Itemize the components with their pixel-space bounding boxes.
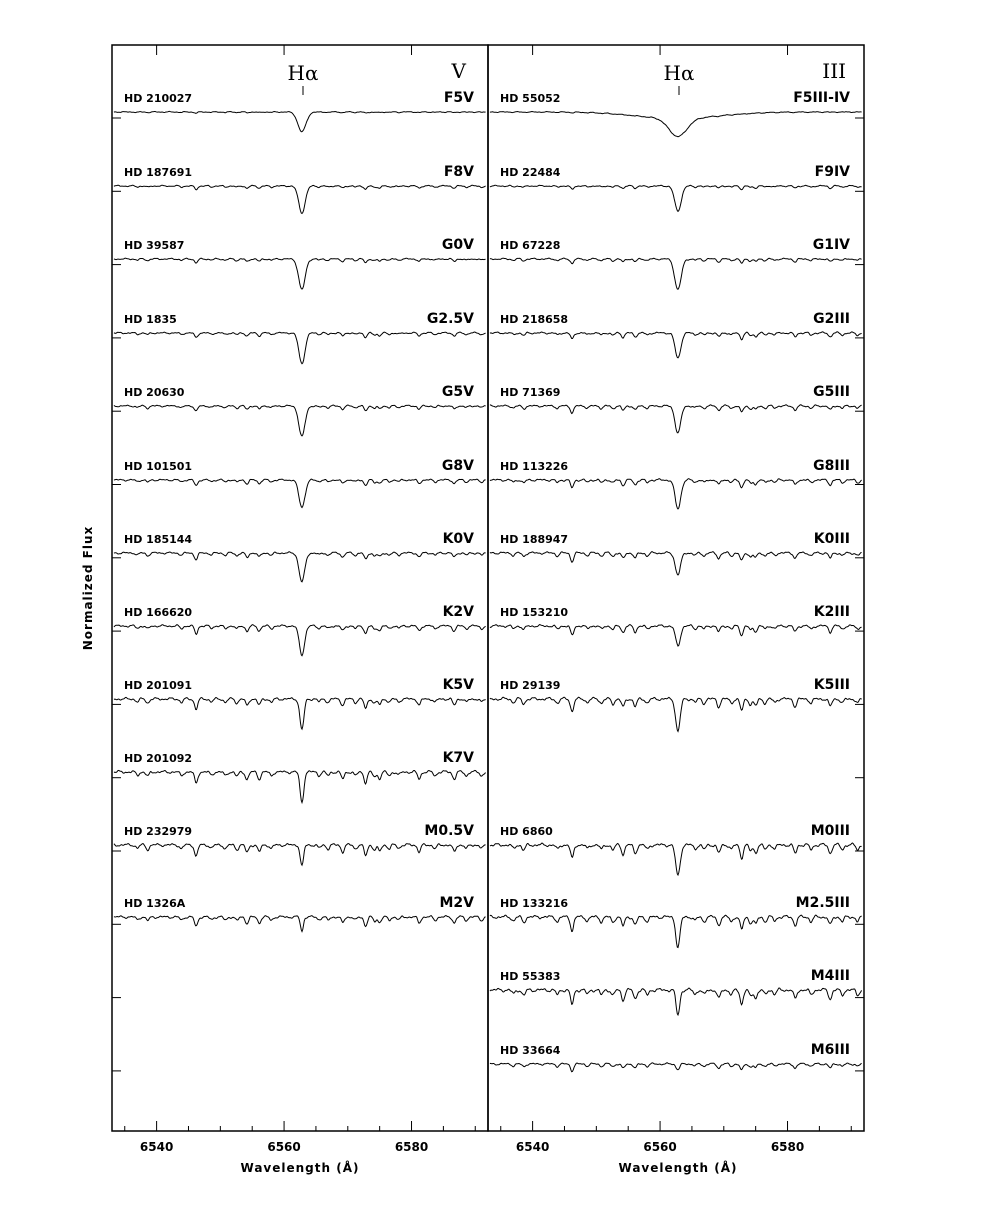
- right-star-label: HD 71369: [500, 386, 561, 399]
- left-spectrum-G0V: [114, 258, 486, 289]
- right-star-label: HD 6860: [500, 825, 553, 838]
- left-spectral-type-label: M0.5V: [424, 823, 474, 839]
- left-star-label: HD 39587: [124, 239, 185, 252]
- left-star-label: HD 20630: [124, 386, 185, 399]
- right-star-label: HD 55383: [500, 970, 561, 983]
- right-spectral-type-label: F5III-IV: [793, 90, 850, 106]
- right-spectrum-G8III: [490, 479, 862, 509]
- left-spectrum-G5V: [114, 405, 486, 436]
- right-star-label: HD 113226: [500, 460, 569, 473]
- left-xtick-label-6540: 6540: [139, 1140, 174, 1154]
- left-star-label: HD 101501: [124, 460, 193, 473]
- right-spectrum-K2III: [490, 625, 862, 646]
- left-halpha-label: Hα: [287, 61, 319, 85]
- left-xtick-label-6560: 6560: [267, 1140, 301, 1154]
- left-star-label: HD 185144: [124, 533, 193, 546]
- left-spectral-type-label: G2.5V: [426, 311, 474, 327]
- left-spectrum-F8V: [114, 185, 486, 213]
- right-spectral-type-label: F9IV: [814, 164, 850, 180]
- right-spectral-type-label: M4III: [810, 968, 850, 984]
- left-spectrum-F5V: [114, 111, 486, 131]
- left-star-label: HD 187691: [124, 166, 193, 179]
- right-star-label: HD 29139: [500, 679, 561, 692]
- right-spectrum-F5III-IV: [490, 112, 862, 137]
- left-spectrum-G8V: [114, 479, 486, 508]
- right-star-label: HD 153210: [500, 606, 569, 619]
- left-spectrum-K5V: [114, 697, 486, 729]
- right-star-label: HD 67228: [500, 239, 561, 252]
- right-xtick-label-6540: 6540: [515, 1140, 550, 1154]
- left-spectral-type-label: K7V: [442, 750, 474, 766]
- right-xtick-label-6580: 6580: [770, 1140, 805, 1154]
- left-spectral-type-label: F8V: [443, 164, 474, 180]
- right-spectrum-M6III: [490, 1063, 862, 1072]
- left-star-label: HD 1835: [124, 313, 177, 326]
- right-spectral-type-label: G5III: [813, 384, 850, 400]
- left-spectral-type-label: G0V: [441, 237, 474, 253]
- left-spectrum-K7V: [114, 770, 486, 802]
- left-star-label: HD 201091: [124, 679, 193, 692]
- left-spectrum-G2.5V: [114, 332, 486, 364]
- right-xtick-label-6560: 6560: [643, 1140, 677, 1154]
- left-spectral-type-label: K2V: [442, 604, 474, 620]
- right-spectrum-G5III: [490, 405, 862, 433]
- right-spectral-type-label: G1IV: [812, 237, 850, 253]
- right-spectral-type-label: M0III: [810, 823, 850, 839]
- right-spectrum-M0III: [490, 843, 862, 875]
- left-xtick-label-6580: 6580: [394, 1140, 429, 1154]
- left-spectral-type-label: K5V: [442, 677, 474, 693]
- right-star-label: HD 133216: [500, 897, 569, 910]
- left-spectrum-M2V: [114, 916, 486, 932]
- right-star-label: HD 218658: [500, 313, 569, 326]
- right-spectrum-G1IV: [490, 258, 862, 289]
- right-star-label: HD 188947: [500, 533, 569, 546]
- left-spectral-type-label: F5V: [443, 90, 474, 106]
- left-star-label: HD 201092: [124, 752, 193, 765]
- left-spectrum-M0.5V: [114, 844, 486, 866]
- right-star-label: HD 55052: [500, 92, 561, 105]
- right-spectral-type-label: M6III: [810, 1042, 850, 1058]
- right-spectral-type-label: K2III: [813, 604, 850, 620]
- right-spectral-type-label: K5III: [813, 677, 850, 693]
- left-spectral-type-label: K0V: [442, 531, 474, 547]
- right-spectrum-G2III: [490, 332, 862, 358]
- y-axis-label: Normalized Flux: [81, 525, 95, 651]
- right-spectrum-K0III: [490, 552, 862, 575]
- left-spectrum-K0V: [114, 552, 486, 582]
- right-spectrum-M4III: [490, 988, 862, 1015]
- right-spectrum-F9IV: [490, 185, 862, 211]
- left-x-axis-label: Wavelength (Å): [240, 1161, 360, 1175]
- right-spectral-type-label: G2III: [813, 311, 850, 327]
- left-star-label: HD 210027: [124, 92, 193, 105]
- right-spectral-type-label: K0III: [813, 531, 850, 547]
- left-class-label: V: [451, 59, 466, 83]
- right-halpha-label: Hα: [663, 61, 695, 85]
- right-x-axis-label: Wavelength (Å): [618, 1161, 738, 1175]
- left-spectral-type-label: G8V: [441, 458, 474, 474]
- left-star-label: HD 232979: [124, 825, 193, 838]
- left-spectral-type-label: G5V: [441, 384, 474, 400]
- left-star-label: HD 1326A: [124, 897, 186, 910]
- left-spectral-type-label: M2V: [439, 895, 474, 911]
- right-spectral-type-label: M2.5III: [795, 895, 850, 911]
- right-spectrum-K5III: [490, 697, 862, 731]
- right-spectrum-M2.5III: [490, 915, 862, 947]
- left-spectrum-K2V: [114, 625, 486, 656]
- left-star-label: HD 166620: [124, 606, 193, 619]
- right-class-label: III: [822, 59, 846, 83]
- right-star-label: HD 22484: [500, 166, 561, 179]
- right-star-label: HD 33664: [500, 1044, 561, 1057]
- right-spectral-type-label: G8III: [813, 458, 850, 474]
